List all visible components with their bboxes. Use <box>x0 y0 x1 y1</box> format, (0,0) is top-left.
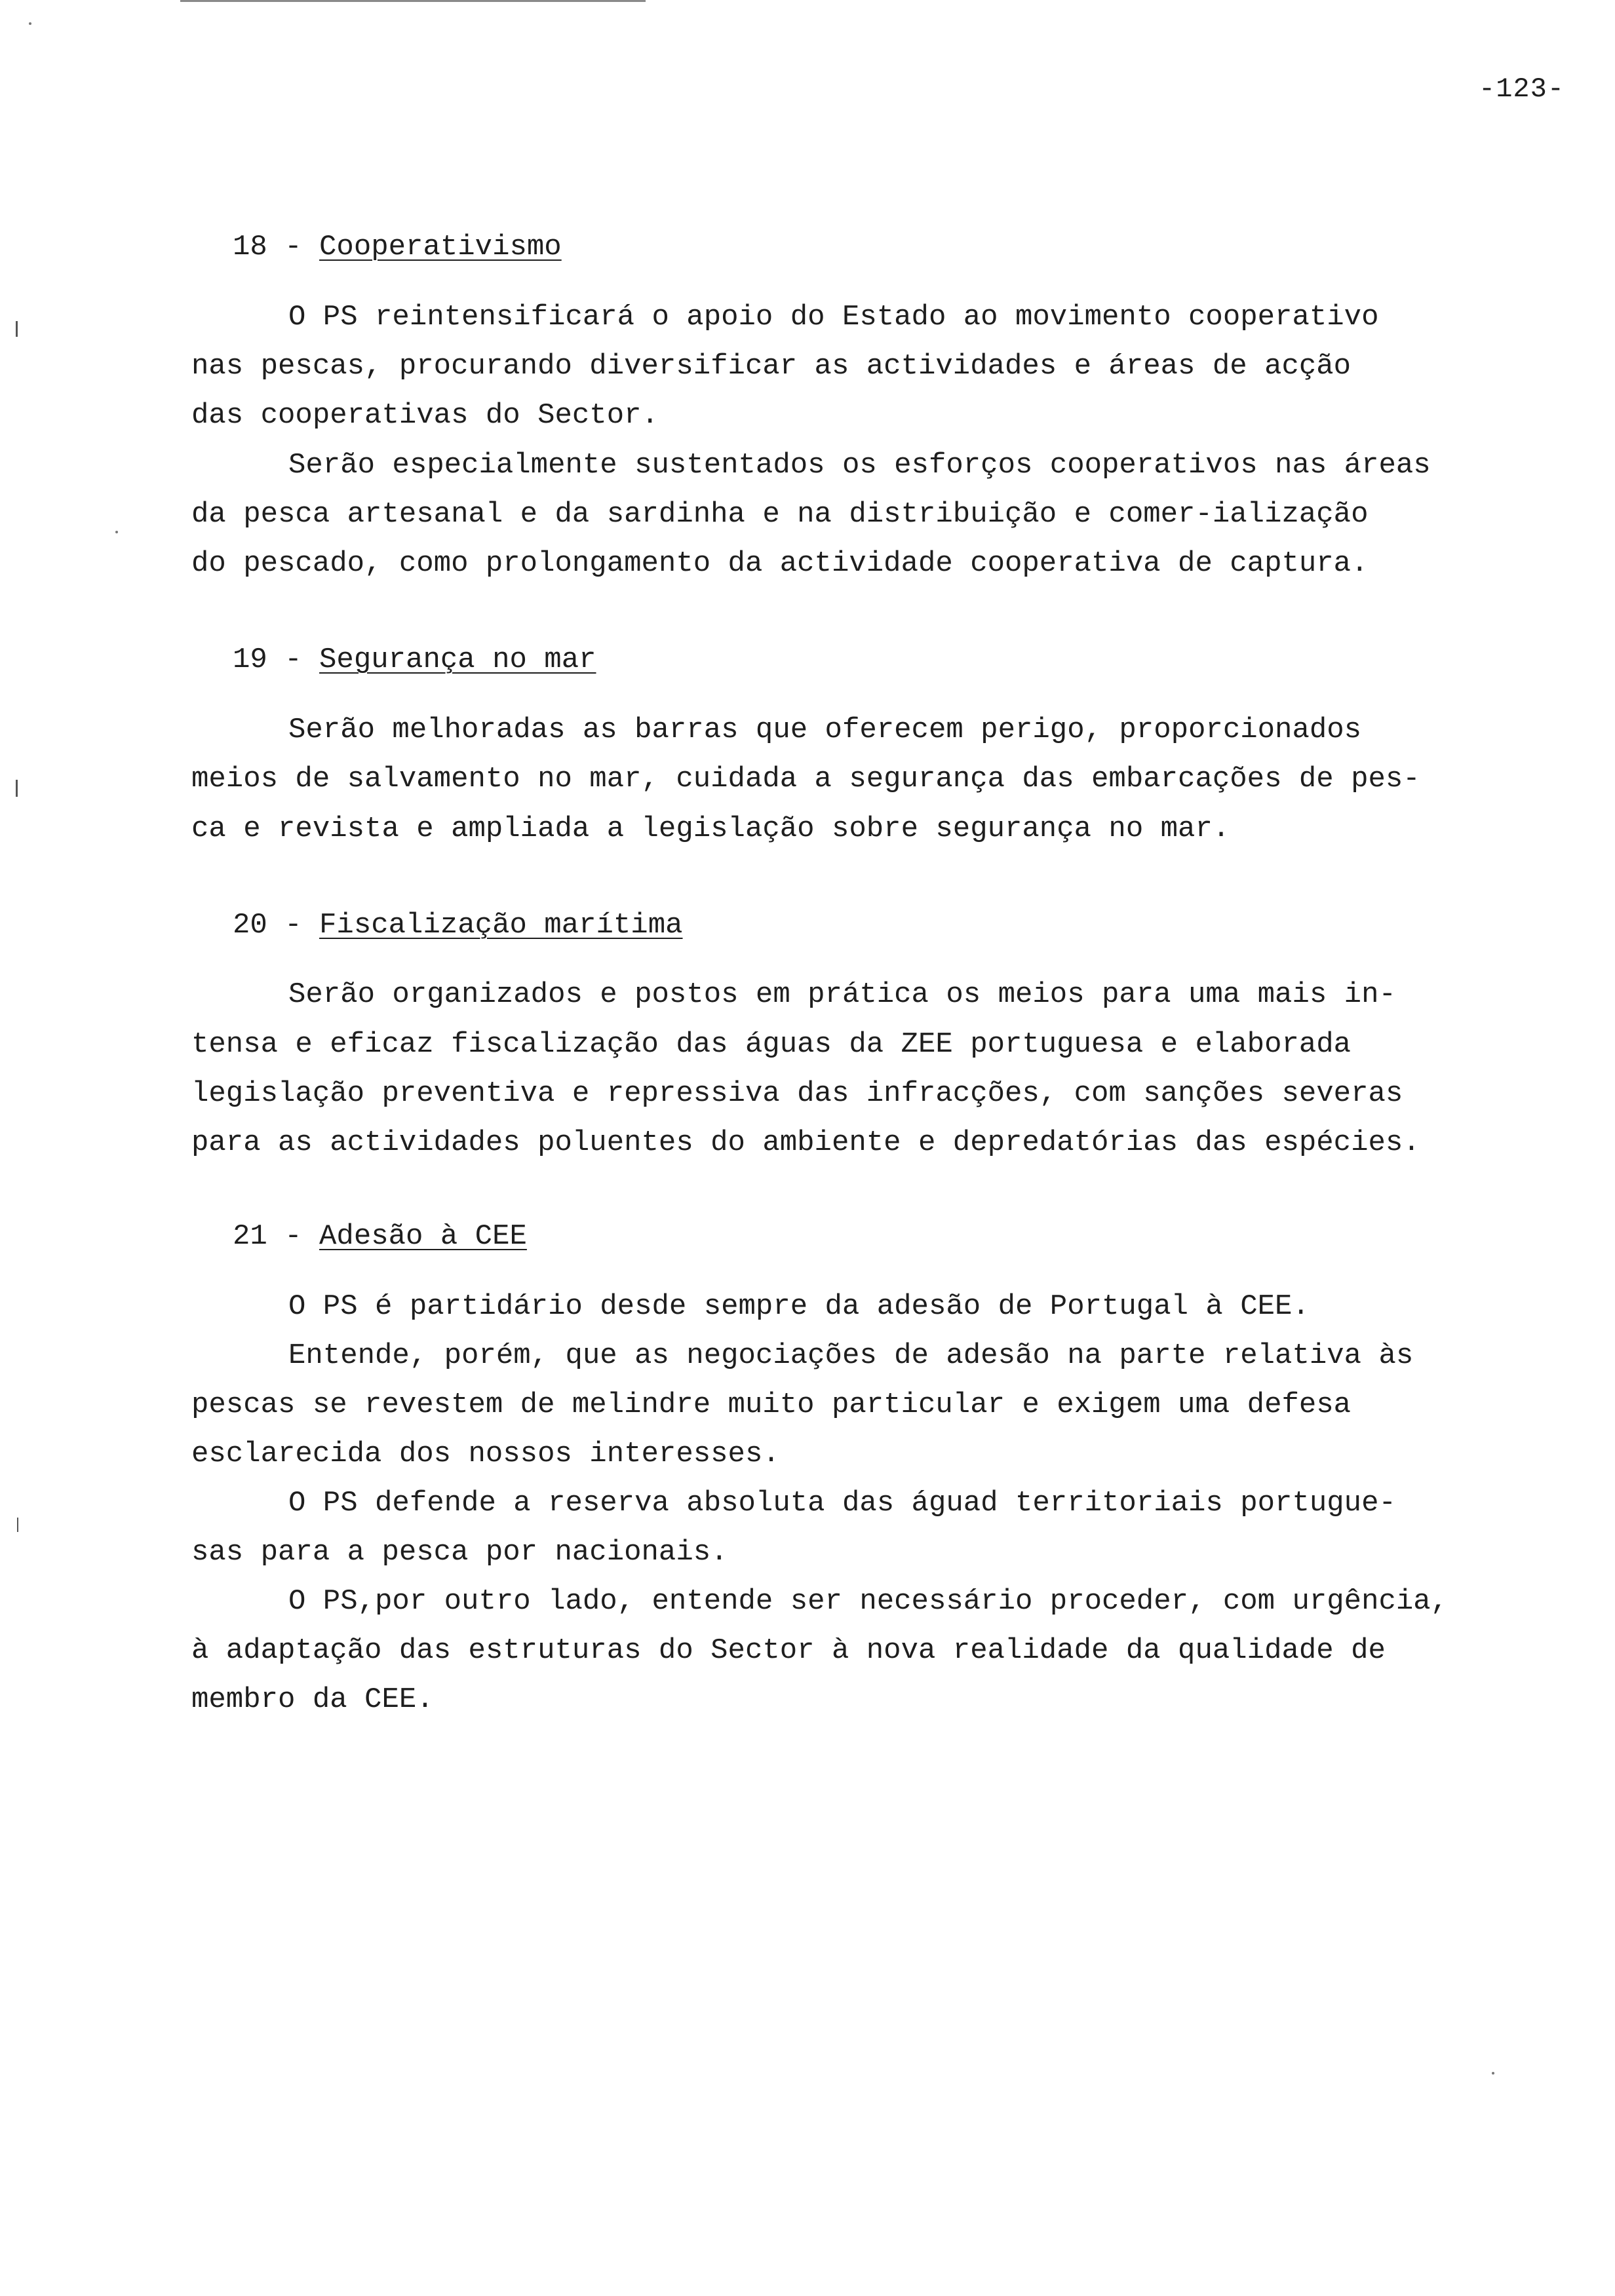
scan-dot <box>115 531 118 533</box>
paragraph-line: O PS é partidário desde sempre da adesão de Portugal à CEE. <box>288 1290 1310 1323</box>
paragraph-line: do pescado, como prolongamento da actividade cooperativa de captura. <box>191 547 1369 580</box>
section-heading-20 <box>233 909 683 942</box>
section-title: Segurança no mar <box>319 643 596 676</box>
section-number: 18 - <box>233 231 320 263</box>
section-heading-18 <box>233 231 562 263</box>
paragraph-line: Serão melhoradas as barras que oferecem perigo, proporcionados <box>288 714 1362 746</box>
section-title: Fiscalização marítima <box>319 909 683 942</box>
paragraph-line: pescas se revestem de melindre muito particular e exigem uma defesa <box>191 1388 1352 1421</box>
scan-mark <box>16 321 18 337</box>
section-title: Cooperativismo <box>319 231 562 263</box>
paragraph-line: Serão especialmente sustentados os esforços cooperativos nas áreas <box>288 449 1431 482</box>
section-heading-21 <box>233 1220 527 1253</box>
paragraph-line: tensa e eficaz fiscalização das águas da ZEE portuguesa e elaborada <box>191 1028 1352 1061</box>
section-number: 20 - <box>233 909 320 942</box>
paragraph-line: para as actividades poluentes do ambiente e depredatórias das espécies. <box>191 1126 1420 1159</box>
paragraph-line: esclarecida dos nossos interesses. <box>191 1438 780 1470</box>
section-number: 21 - <box>233 1220 320 1253</box>
paragraph-line: O PS reintensificará o apoio do Estado ao movimento cooperativo <box>288 301 1379 334</box>
top-rule <box>180 0 646 2</box>
page-number: -123- <box>1479 73 1565 105</box>
paragraph-line: nas pescas, procurando diversificar as actividades e áreas de acção <box>191 350 1352 383</box>
paragraph-line: legislação preventiva e repressiva das infracções, com sanções severas <box>191 1077 1403 1110</box>
section-number: 19 - <box>233 643 320 676</box>
scan-dot <box>1492 2072 1494 2075</box>
section-heading-19 <box>233 643 596 676</box>
scan-mark <box>16 780 18 797</box>
paragraph-line: O PS,por outro lado, entende ser necessário proceder, com urgência, <box>288 1585 1449 1618</box>
paragraph-line: Serão organizados e postos em prática os meios para uma mais in- <box>288 978 1396 1011</box>
paragraph-line: membro da CEE. <box>191 1683 434 1716</box>
scan-mark <box>17 1518 18 1532</box>
paragraph-line: O PS defende a reserva absoluta das águad territoriais portugue- <box>288 1487 1396 1520</box>
paragraph-line: meios de salvamento no mar, cuidada a segurança das embarcações de pes- <box>191 763 1420 795</box>
paragraph-line: ca e revista e ampliada a legislação sobre segurança no mar. <box>191 813 1230 845</box>
paragraph-line: à adaptação das estruturas do Sector à nova realidade da qualidade de <box>191 1634 1386 1667</box>
paragraph-line: Entende, porém, que as negociações de adesão na parte relativa às <box>288 1339 1414 1372</box>
scan-dot <box>29 22 31 25</box>
paragraph-line: sas para a pesca por nacionais. <box>191 1536 728 1569</box>
paragraph-line: da pesca artesanal e da sardinha e na distribuição e comer-ialização <box>191 498 1369 531</box>
paragraph-line: das cooperativas do Sector. <box>191 399 659 432</box>
section-title: Adesão à CEE <box>319 1220 527 1253</box>
